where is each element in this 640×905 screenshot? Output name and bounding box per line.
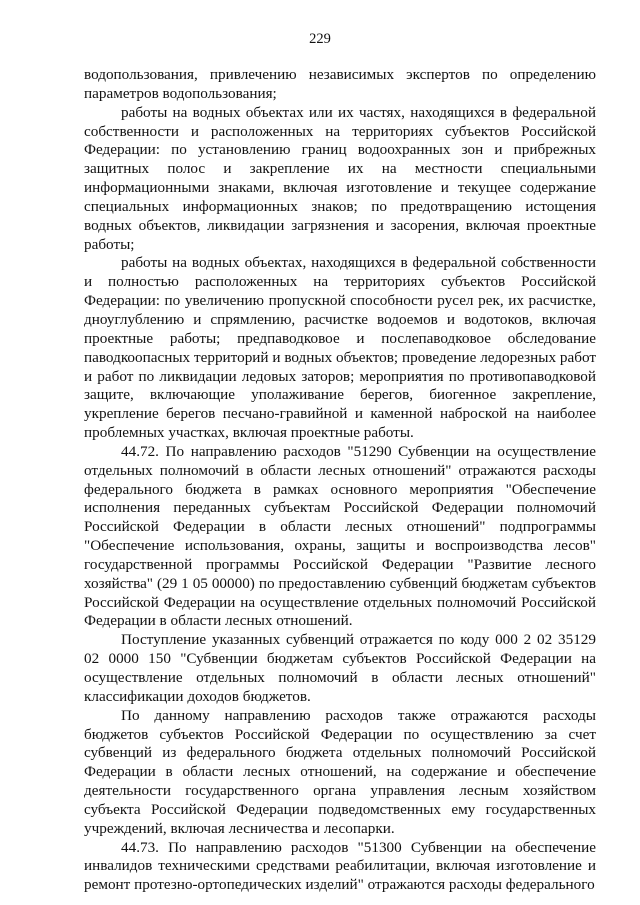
paragraph-regional-budget-expenses: По данному направлению расходов также отражаются расходы бюджетов субъектов Российской Федерации по осуществлению за счет субвенций из федерального бюджета отдельных полномочий Российской Федерации в области лесных отношений, на содержание и обеспечение деятельности государственного органа управления лесным хозяйством субъекта Российской Федерации подведомственных ему государственных учреждений, включая лесничества и лесопарки. bbox=[84, 706, 596, 837]
paragraph-water-use-continuation: водопользования, привлечению независимых экспертов по определению параметров водопользования; bbox=[84, 66, 596, 102]
paragraph-flood-protection-works: работы на водных объектах, находящихся в федеральной собственности и полностью расположенных на территориях субъектов Российской Федерации: по увеличению пропускной способности русел рек, их расчистке, дноуглублению и спрямлению, расчистке водоемов и водотоков, включая проектные работы; предпаводковое и послепаводковое обследование паводкоопасных территорий и водных объектов; проведение ледорезных работ и работ по ликвидации ледовых заторов; мероприятия по противопаводковой защите, включающие уполаживание берегов, биогенное закрепление, укрепление берегов песчано-гравийной и каменной наброской на наиболее проблемных участках, включая проектные работы. bbox=[84, 254, 596, 442]
paragraph-44-72: 44.72. По направлению расходов "51290 Субвенции на осуществление отдельных полномочий в области лесных отношений" отражаются расходы федерального бюджета в рамках основного мероприятия "Обеспечение исполнения переданных субъектам Российской Федерации полномочий Российской Федерации в области лесных отношений" подпрограммы "Обеспечение использования, охраны, защиты и воспроизводства лесов" государственной программы Российской Федерации "Развитие лесного хозяйства" (29 1 05 00000) по предоставлению субвенций бюджетам субъектов Российской Федерации на осуществление отдельных полномочий Российской Федерации в области лесных отношений. bbox=[84, 442, 596, 630]
page-number: 229 bbox=[309, 31, 331, 47]
paragraph-subvention-revenue-code: Поступление указанных субвенций отражается по коду 000 2 02 35129 02 0000 150 "Субвенции бюджетам субъектов Российской Федерации на осуществление отдельных полномочий в области лесных отношений" классификации доходов бюджетов. bbox=[84, 631, 596, 705]
paragraph-federal-water-objects-works: работы на водных объектах или их частях, находящихся в федеральной собственности и расположенных на территориях субъектов Российской Федерации: по установлению границ водоохранных зон и прибрежных защитных полос и закрепление их на местности специальными информационными знаками, включая изготовление и текущее содержание специальных информационных знаков; по предотвращению истощения водных объектов, ликвидации загрязнения и засорения, включая проектные работы; bbox=[84, 103, 596, 253]
paragraph-44-73: 44.73. По направлению расходов "51300 Субвенции на обеспечение инвалидов техническими средствами реабилитации, включая изготовление и ремонт протезно-ортопедических изделий" отражаются расходы федерального bbox=[84, 838, 596, 894]
document-body bbox=[84, 66, 596, 895]
